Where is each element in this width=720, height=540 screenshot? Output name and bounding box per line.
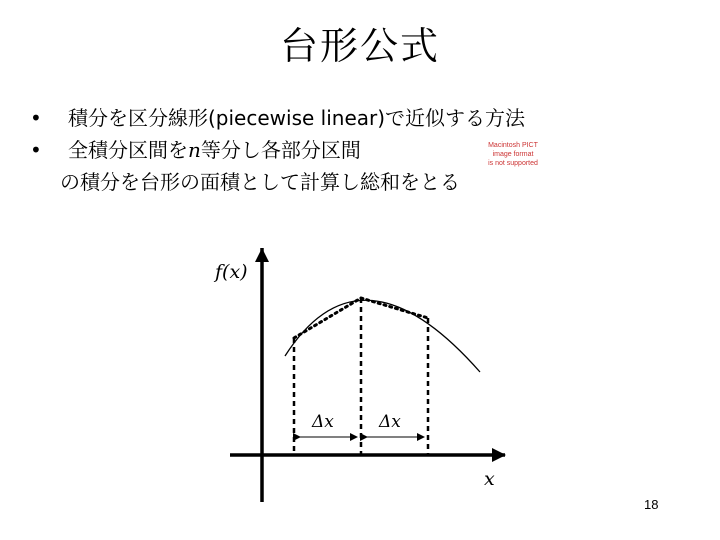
bullet-text: 全積分区間を (68, 138, 188, 162)
pict-note-line: Macintosh PICT (488, 142, 538, 149)
bullet-text: の積分を台形の面積として計算し総和をとる (60, 170, 460, 194)
function-curve (285, 300, 480, 372)
x-axis-arrowhead (492, 448, 506, 462)
delta-x-label: Δx (379, 412, 401, 432)
pict-note-line: is not supported (488, 160, 538, 167)
delta-x-label: Δx (312, 412, 334, 432)
pict-note-line: image format (492, 151, 534, 158)
slide-title: 台形公式 (279, 24, 440, 68)
bullet-text: 等分し各部分区間 (200, 138, 361, 162)
bullet-marker: • (30, 138, 42, 162)
variable-n: n (188, 138, 201, 162)
y-axis-label: f(x) (215, 261, 248, 283)
bullet-marker: • (30, 106, 42, 130)
page-number: 18 (644, 497, 659, 512)
bullet-text: 積分を区分線形(piecewise linear)で近似する方法 (68, 106, 526, 130)
x-axis-label: x (484, 468, 495, 490)
y-axis-arrowhead (255, 248, 269, 262)
